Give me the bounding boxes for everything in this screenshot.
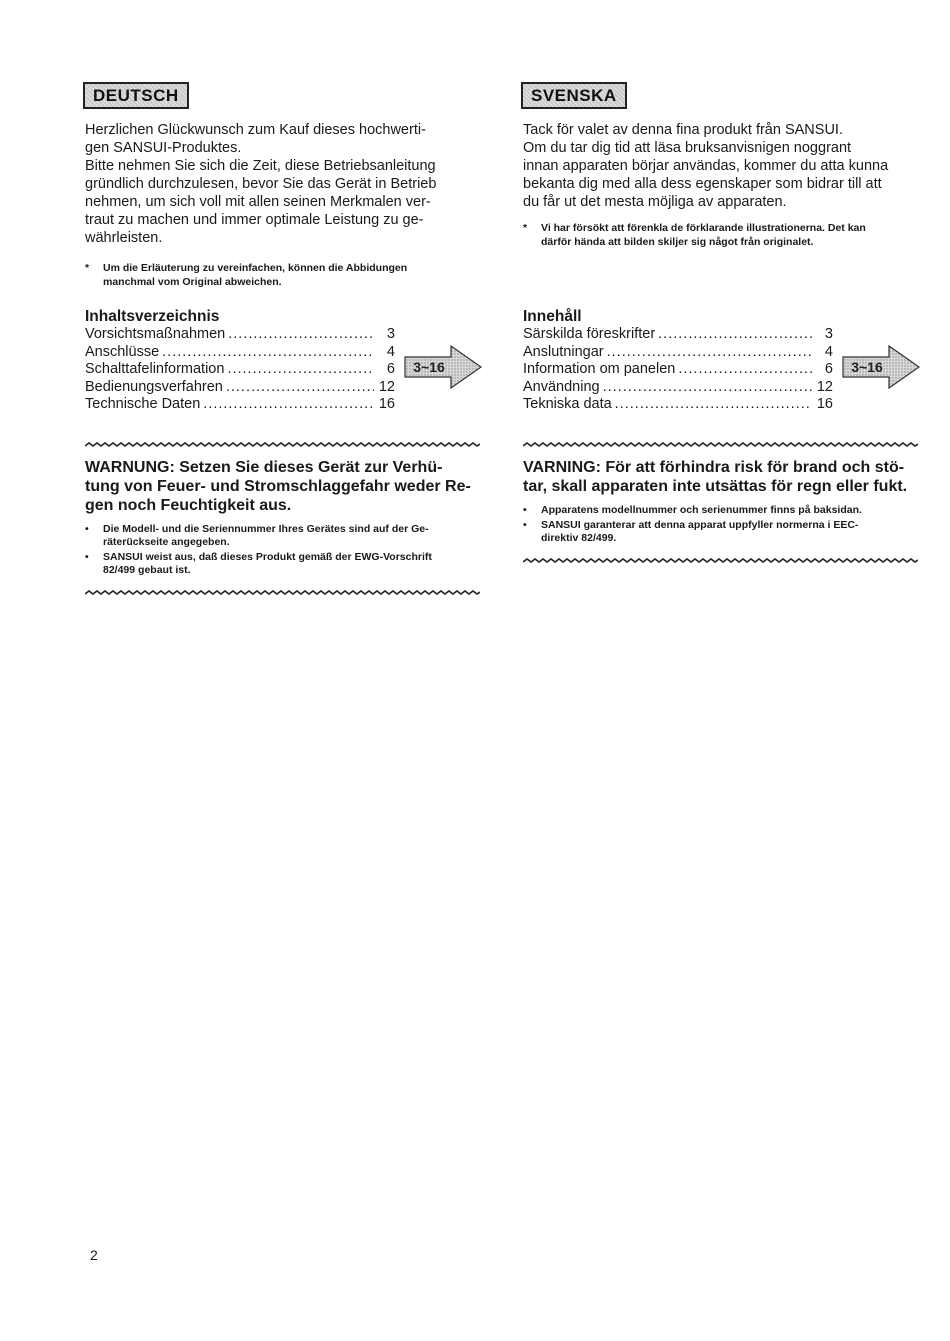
toc-entry-page: 3 (386, 326, 395, 342)
list-item (523, 504, 923, 517)
toc-entry-label: Tekniska data (523, 396, 612, 412)
toc-entry-page: 16 (378, 396, 395, 412)
warning-line: WARNUNG: Setzen Sie dieses Gerät zur Verhü- (85, 459, 443, 476)
intro-line: währleisten. (85, 230, 163, 246)
toc-entry-label: Bedienungsverfahren (85, 378, 223, 395)
note-line: därför hända att bilden skiljer sig något från originalet. (541, 236, 814, 248)
toc-title: Innehåll (523, 308, 582, 325)
decorative-divider (85, 590, 480, 595)
intro-line: Herzlichen Glückwunsch zum Kauf dieses hochwerti- (85, 122, 426, 138)
toc-entry-page: 12 (816, 378, 833, 395)
deutsch-warning-section (85, 458, 480, 579)
svenska-warning-section (523, 458, 923, 547)
dot-leader (615, 396, 812, 414)
list-item (523, 519, 923, 545)
page-number: 2 (90, 1247, 98, 1263)
toc-entry-label: Användning (523, 378, 600, 395)
bullet-line: SANSUI weist aus, daß dieses Produkt gemäß der EWG-Vorschrift (103, 551, 432, 563)
intro-line: nehmen, um sich voll mit allen seinen Merkmalen ver- (85, 194, 431, 210)
toc-entry-page: 6 (824, 361, 833, 377)
intro-line: Tack för valet av denna fina produkt från SANSUI. (523, 122, 843, 138)
bullet-line: direktiv 82/499. (541, 532, 617, 544)
deutsch-intro (85, 121, 480, 247)
deutsch-bullet-list (85, 523, 480, 577)
toc-entry (523, 361, 833, 379)
decorative-divider (523, 442, 918, 447)
toc-entry (523, 396, 833, 414)
arrow-label: 3~16 (851, 359, 883, 375)
intro-line: bekanta dig med alla dess egenskaper som bidrar till att (523, 176, 882, 192)
intro-line: Bitte nehmen Sie sich die Zeit, diese Betriebsanleitung (85, 158, 436, 174)
warning-line: gen noch Feuchtigkeit aus. (85, 497, 292, 514)
svenska-language-badge: SVENSKA (521, 82, 627, 109)
toc-entry-label: Technische Daten (85, 396, 201, 412)
toc-entry-page: 6 (386, 361, 395, 377)
toc-title: Inhaltsverzeichnis (85, 308, 220, 325)
toc-entry-label: Anslutningar (523, 343, 604, 360)
decorative-divider (523, 558, 918, 563)
toc-entry (85, 344, 395, 362)
decorative-divider (85, 442, 480, 447)
toc-entry-page: 4 (824, 343, 833, 360)
svenska-intro (523, 121, 923, 211)
toc-entry-page: 4 (386, 343, 395, 360)
intro-line: du får ut det mesta möjliga av apparaten. (523, 194, 787, 210)
dot-leader (607, 344, 812, 362)
toc-entry (85, 396, 395, 414)
warning-line: tar, skall apparaten inte utsättas för regn eller fukt. (523, 478, 908, 495)
intro-line: gen SANSUI-Produktes. (85, 140, 242, 156)
page-range-arrow-icon (403, 344, 483, 390)
deutsch-language-badge: DEUTSCH (83, 82, 189, 109)
toc-entry-page: 16 (816, 396, 833, 412)
dot-leader (658, 326, 812, 344)
bullet-line: räterückseite angegeben. (103, 536, 230, 548)
toc-entry (85, 326, 395, 344)
dot-leader (228, 326, 374, 344)
toc-entry (523, 326, 833, 344)
toc-entry-label: Anschlüsse (85, 343, 160, 360)
asterisk: * (523, 222, 528, 234)
toc-entry (85, 361, 395, 379)
deutsch-column (85, 82, 480, 576)
bullet-icon: • (85, 551, 89, 563)
toc-entry-label: Särskilda föreskrifter (523, 326, 656, 342)
toc-entry-page: 3 (824, 326, 833, 342)
warning-line: tung von Feuer- und Stromschlaggefahr weder Re- (85, 478, 471, 495)
dot-leader (162, 344, 374, 362)
asterisk: * (85, 262, 90, 274)
toc-entry-label: Vorsichtsmaßnahmen (85, 326, 226, 342)
toc-entry (523, 379, 833, 397)
bullet-icon: • (523, 519, 527, 531)
dot-leader (603, 379, 812, 397)
note-line: Um die Erläuterung zu vereinfachen, können die Abbidungen (103, 262, 408, 274)
bullet-icon: • (523, 504, 527, 516)
deutsch-illustration-note (85, 261, 480, 289)
toc-entry-page: 12 (378, 378, 395, 395)
toc-entry (85, 379, 395, 397)
bullet-line: 82/499 gebaut ist. (103, 564, 191, 576)
dot-leader (227, 361, 374, 379)
intro-line: traut zu machen und immer optimale Leistung zu ge- (85, 212, 424, 228)
page-range-arrow-icon (841, 344, 921, 390)
toc-entry (523, 344, 833, 362)
svenska-bullet-list (523, 504, 923, 545)
svenska-illustration-note (523, 221, 923, 249)
intro-line: Om du tar dig tid att läsa bruksanvisnigen noggrant (523, 140, 852, 156)
bullet-icon: • (85, 523, 89, 535)
dot-leader (226, 379, 374, 397)
arrow-label: 3~16 (413, 359, 445, 375)
list-item (85, 551, 480, 577)
note-line: manchmal vom Original abweichen. (103, 276, 282, 288)
list-item (85, 523, 480, 549)
note-line: Vi har försökt att förenkla de förklarande illustrationerna. Det kan (541, 222, 866, 234)
dot-leader (678, 361, 812, 379)
bullet-line: Die Modell- und die Seriennummer Ihres Gerätes sind auf der Ge- (103, 523, 429, 535)
bullet-line: SANSUI garanterar att denna apparat uppfyller normerna i EEC- (541, 519, 859, 531)
dot-leader (203, 396, 374, 414)
bullet-line: Apparatens modellnummer och serienummer finns på baksidan. (541, 504, 862, 516)
intro-line: innan apparaten börjar användas, kommer du atta kunna (523, 158, 889, 174)
intro-line: gründlich durchzulesen, bevor Sie das Gerät in Betrieb (85, 176, 437, 192)
svenska-column (523, 82, 923, 544)
warning-line: VARNING: För att förhindra risk för brand och stö- (523, 459, 905, 476)
toc-entry-label: Information om panelen (523, 361, 676, 377)
toc-entry-label: Schalttafelinformation (85, 361, 225, 377)
